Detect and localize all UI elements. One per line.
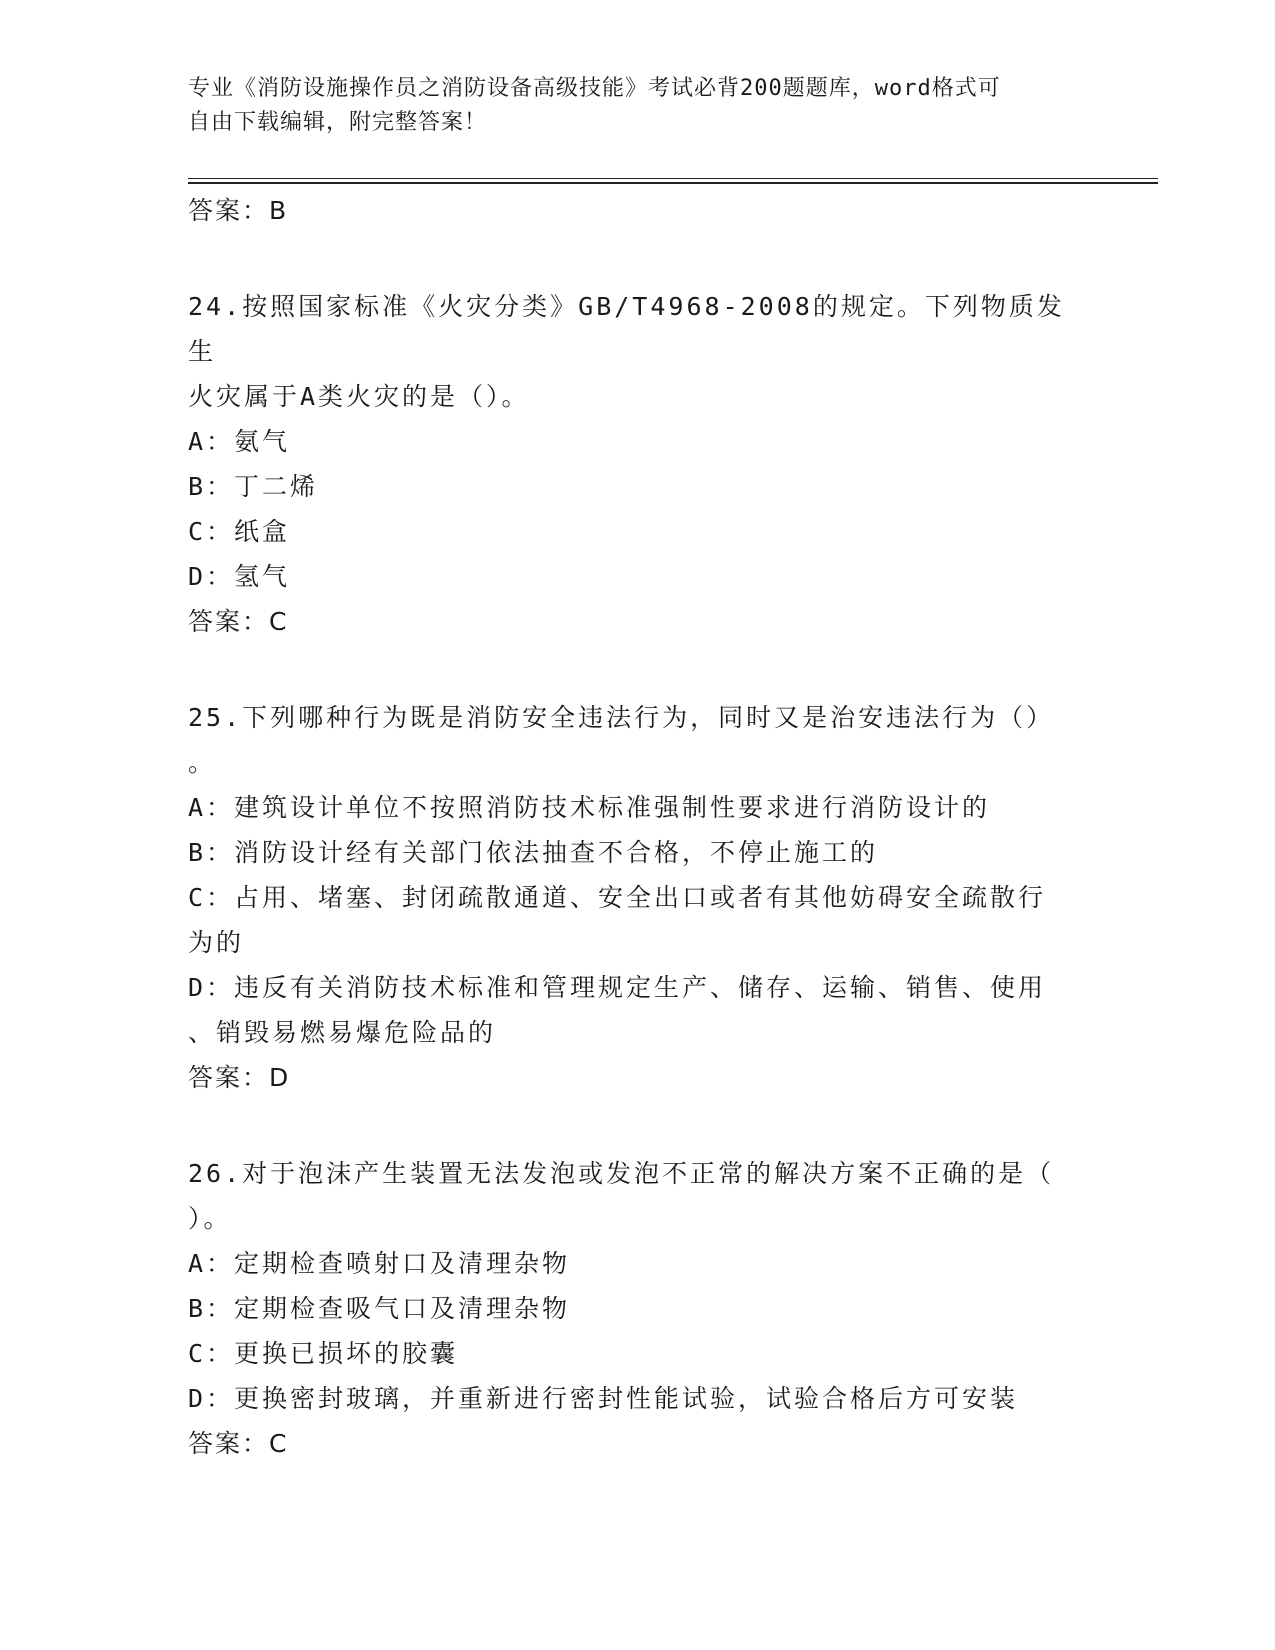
option-line: B：定期检查吸气口及清理杂物	[188, 1294, 571, 1323]
option-line: D：更换密封玻璃，并重新进行密封性能试验，试验合格后方可安装	[188, 1384, 1019, 1413]
option-d	[188, 965, 1078, 1055]
option-a	[188, 1241, 1078, 1286]
question-25	[188, 691, 1078, 1101]
stem-line: 25.下列哪种行为既是消防安全违法行为，同时又是治安违法行为（）	[188, 703, 1055, 732]
stem-line: 24.按照国家标准《火灾分类》GB/T4968-2008的规定。下列物质发生	[188, 292, 1065, 366]
option-b	[188, 464, 1078, 509]
question-stem	[188, 1147, 1078, 1241]
option-line: A：氨气	[188, 427, 291, 456]
stem-line: ）。	[188, 1204, 232, 1233]
option-line: A：建筑设计单位不按照消防技术标准强制性要求进行消防设计的	[188, 793, 991, 822]
option-c	[188, 1331, 1078, 1376]
header-divider-thin	[188, 178, 1158, 179]
question-stem	[188, 691, 1078, 785]
answer-label: 答案：	[188, 196, 270, 225]
option-d	[188, 554, 1078, 599]
option-line: D：氢气	[188, 562, 291, 591]
question-26	[188, 1147, 1078, 1467]
question-list	[188, 188, 1078, 1467]
stem-line: 火灾属于A类火灾的是（）。	[188, 382, 530, 411]
question-answer	[188, 1421, 1078, 1467]
option-line: 、销毁易燃易爆危险品的	[188, 1018, 497, 1047]
stem-line: 26.对于泡沫产生装置无法发泡或发泡不正常的解决方案不正确的是（	[188, 1159, 1055, 1188]
answer-value: B	[269, 196, 289, 225]
question-answer	[188, 599, 1078, 645]
answer-value: D	[269, 1063, 291, 1092]
option-c	[188, 509, 1078, 554]
answer-label: 答案：	[188, 1063, 270, 1092]
previous-answer	[188, 188, 1078, 234]
header-line-1: 专业《消防设施操作员之消防设备高级技能》考试必背200题题库，word格式可	[188, 76, 1001, 101]
answer-label: 答案：	[188, 607, 270, 636]
stem-line: 。	[188, 748, 217, 777]
option-line: B：消防设计经有关部门依法抽查不合格，不停止施工的	[188, 838, 879, 867]
option-line: A：定期检查喷射口及清理杂物	[188, 1249, 571, 1278]
header-line-2: 自由下载编辑，附完整答案！	[188, 110, 488, 135]
header-divider-thick	[188, 182, 1158, 184]
option-line: D：违反有关消防技术标准和管理规定生产、储存、运输、销售、使用	[188, 973, 1047, 1002]
answer-label: 答案：	[188, 1429, 270, 1458]
document-header	[188, 72, 1068, 140]
option-b	[188, 830, 1078, 875]
answer-value: C	[269, 607, 289, 636]
option-c	[188, 875, 1078, 965]
option-line: B：丁二烯	[188, 472, 319, 501]
question-answer	[188, 1055, 1078, 1101]
option-line: C：更换已损坏的胶囊	[188, 1339, 459, 1368]
option-a	[188, 785, 1078, 830]
option-d	[188, 1376, 1078, 1421]
option-b	[188, 1286, 1078, 1331]
option-line: 为的	[188, 928, 245, 957]
option-line: C：占用、堵塞、封闭疏散通道、安全出口或者有其他妨碍安全疏散行	[188, 883, 1047, 912]
question-24	[188, 280, 1078, 645]
question-stem	[188, 280, 1078, 419]
option-a	[188, 419, 1078, 464]
option-line: C：纸盒	[188, 517, 291, 546]
answer-value: C	[269, 1429, 289, 1458]
